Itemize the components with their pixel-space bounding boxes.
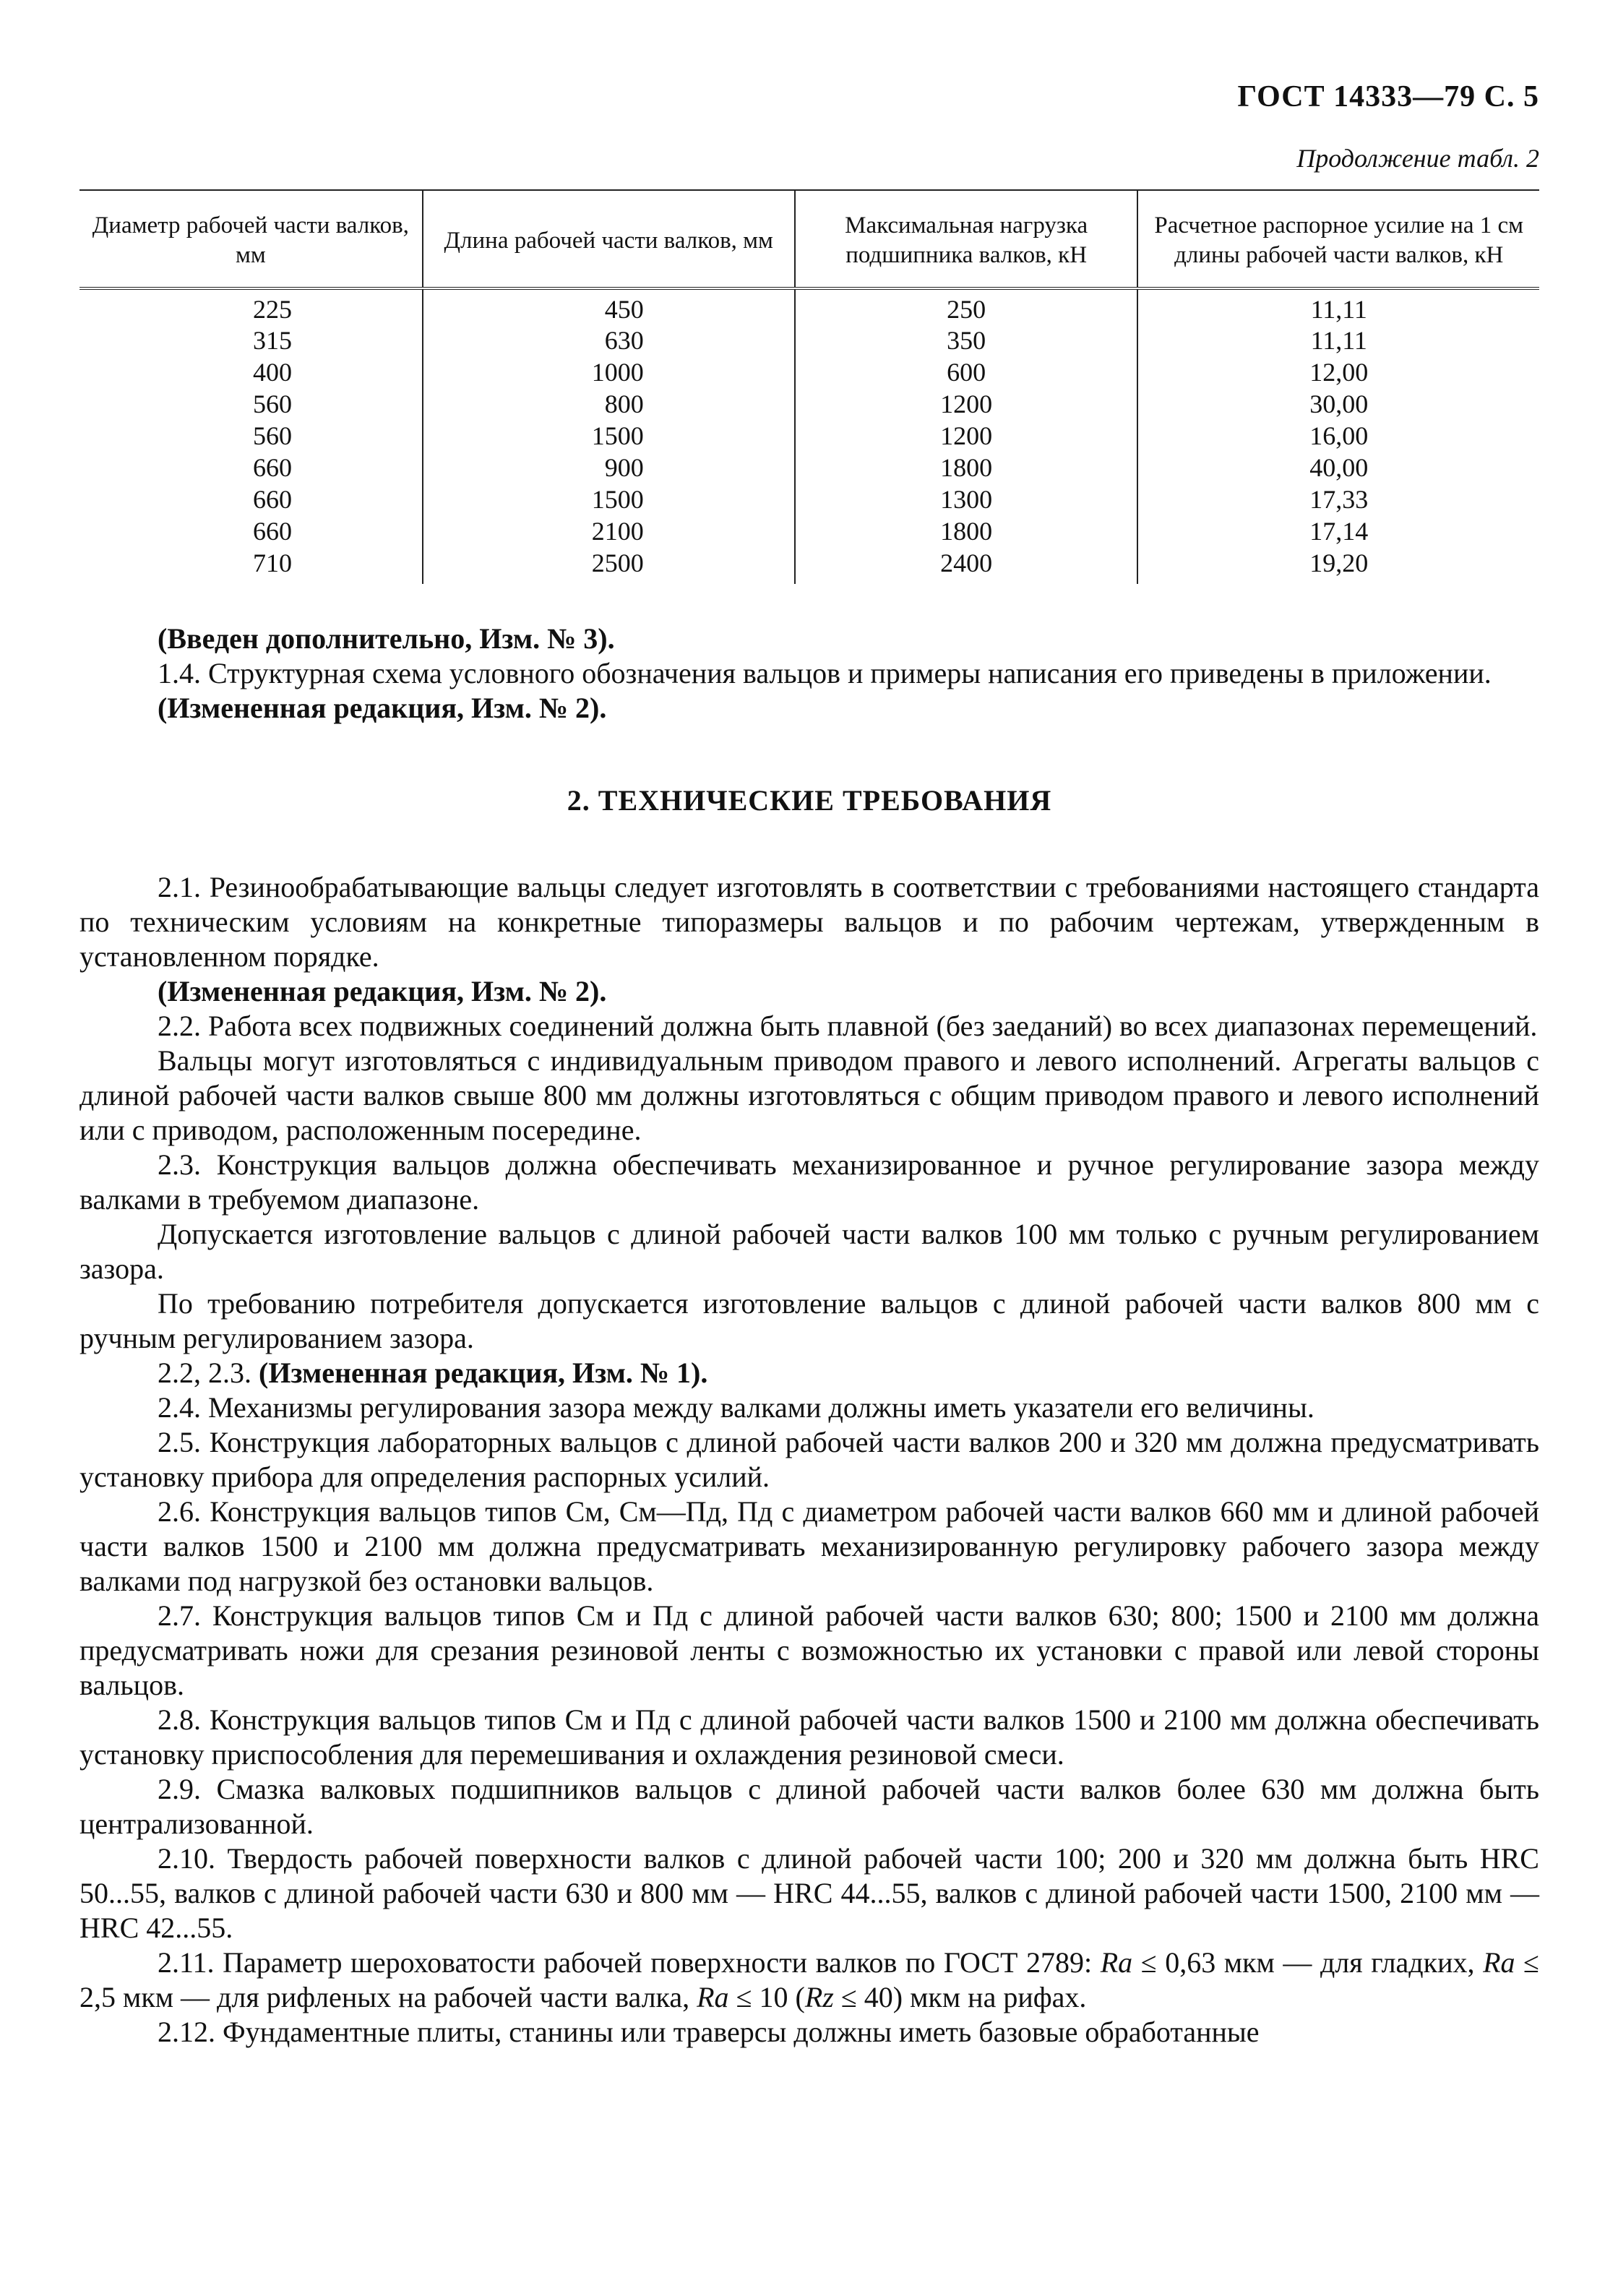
table-cell: 2500 (423, 548, 795, 584)
table-cell: 11,11 (1137, 325, 1539, 357)
paragraph-2-3-consumer: По требованию потребителя допускается изготовление вальцов с длиной рабочей части валков 800 мм с ручным регулированием зазора. (79, 1286, 1539, 1354)
table-cell: 560 (253, 421, 292, 451)
paragraph-2-6: 2.6. Конструкция вальцов типов См, См—Пд, Пд с диаметром рабочей части валков 660 мм и длиной рабочей части валков 1500 и 2100 мм должна предусматривать механизированную регулировку рабочего зазора между валками под нагрузкой без остановки вальцов. (79, 1495, 1539, 1597)
table-cell: 630 (423, 325, 795, 357)
column-header: Расчетное распорное усилие на 1 см длины рабочей части валков, кН (1137, 190, 1539, 288)
table-row (79, 421, 1539, 452)
table-cell: 710 (253, 548, 292, 577)
table-cell: 800 (423, 389, 795, 421)
column-header: Длина рабочей части валков, мм (423, 190, 795, 288)
table-cell: 11,11 (1137, 288, 1539, 326)
table-row (79, 389, 1539, 421)
paragraph-2-11 (79, 1945, 1539, 2015)
paragraph-2-2: 2.2. Работа всех подвижных соединений должна быть плавной (без заеданий) во всех диапазонах перемещений. (158, 1009, 1538, 1042)
table-cell: 30,00 (1137, 389, 1539, 421)
paragraph-2-7: 2.7. Конструкция вальцов типов См и Пд с длиной рабочей части валков 630; 800; 1500 и 2100 мм должна предусматривать ножи для срезания резиновой ленты с возможностью их установки с правой или левой стороны вальцов. (79, 1599, 1539, 1701)
table-cell: 400 (253, 358, 292, 387)
paragraph-2-2-drive: Вальцы могут изготовляться с индивидуальным приводом правого и левого исполнений. Агрегаты вальцов с длиной рабочей части валков свыше 800 мм должны изготовляться с общим приводом правого и левого исполнений или с приводом, расположенным посередине. (79, 1044, 1539, 1146)
table-cell: 450 (423, 288, 795, 326)
table-cell: 1800 (795, 516, 1138, 548)
table-cell: 19,20 (1137, 548, 1539, 584)
amendment-note: (Измененная редакция, Изм. № 2). (158, 974, 607, 1007)
column-header: Диаметр рабочей части валков, мм (79, 190, 423, 288)
table-cell: 315 (253, 326, 292, 356)
paragraph-2-5: 2.5. Конструкция лабораторных вальцов с длиной рабочей части валков 200 и 320 мм должна предусматривать установку прибора для определения распорных усилий. (79, 1425, 1539, 1493)
table-cell: 40,00 (1137, 452, 1539, 484)
table-cell: 1200 (795, 389, 1138, 421)
column-header: Максимальная нагрузка подшипника валков, кН (795, 190, 1138, 288)
table-cell: 660 (253, 484, 292, 514)
table-cell: 12,00 (1137, 357, 1539, 389)
paragraph-2-1: 2.1. Резинообрабатывающие вальцы следует изготовлять в соответствии с требованиями настоящего стандарта по техническим условиям на конкретные типоразмеры вальцов и по рабочим чертежам, утвержденным в установленном порядке. (79, 870, 1539, 973)
table-cell: 1500 (423, 421, 795, 452)
table-cell: 1800 (795, 452, 1138, 484)
amendment-note: (Измененная редакция, Изм. № 2). (158, 691, 607, 724)
roughness-ra: Ra (1483, 1945, 1515, 1979)
table-cell: 225 (253, 294, 292, 324)
table-cell: 1200 (795, 421, 1138, 452)
table-cell: 2400 (795, 548, 1138, 584)
roughness-ra: Ra (697, 1980, 729, 2013)
table-header-row (79, 190, 1539, 288)
table-row (79, 548, 1539, 584)
paragraph-2-10: 2.10. Твердость рабочей поверхности валков с длиной рабочей части 100; 200 и 320 мм должна быть HRC 50...55, валков с длиной рабочей части 630 и 800 мм — HRC 44...55, валков с длиной рабочей части 1500, 2100 мм — HRC 42...55. (79, 1841, 1539, 1944)
table-cell: 17,33 (1137, 484, 1539, 516)
clause-ref: 2.2, 2.3. (158, 1356, 251, 1389)
data-table (79, 189, 1539, 584)
table-row (79, 288, 1539, 326)
table-cell: 900 (423, 452, 795, 484)
amendment-line (79, 1356, 1539, 1390)
table-cell: 560 (253, 390, 292, 419)
section-title: 2. ТЕХНИЧЕСКИЕ ТРЕБОВАНИЯ (567, 783, 1052, 817)
table-cell: 1000 (423, 357, 795, 389)
table-cell: 1500 (423, 484, 795, 516)
table-cell: 660 (253, 453, 292, 483)
amendment-note: (Введен дополнительно, Изм. № 3). (158, 622, 615, 655)
table-cell: 660 (253, 516, 292, 546)
roughness-ra: Ra (1100, 1945, 1133, 1979)
paragraph-2-3-manual: Допускается изготовление вальцов с длиной рабочей части валков 100 мм только с ручным регулированием зазора. (79, 1217, 1539, 1285)
text-run: ≤ 40) мкм на рифах. (833, 1980, 1087, 2013)
paragraph-2-9: 2.9. Смазка валковых подшипников вальцов с длиной рабочей части валков более 630 мм должна быть централизованной. (79, 1772, 1539, 1840)
table-cell: 1300 (795, 484, 1138, 516)
table-cell: 16,00 (1137, 421, 1539, 452)
table-cell: 350 (795, 325, 1138, 357)
page-header: ГОСТ 14333—79 С. 5 (1237, 80, 1539, 113)
paragraph-2-12: 2.12. Фундаментные плиты, станины или траверсы должны иметь базовые обработанные (158, 2015, 1260, 2048)
text-run: ≤ 2,5 мкм — для рифленых на рабочей части валка, (79, 1945, 1540, 2013)
table-cell: 250 (795, 288, 1138, 326)
table-row (79, 357, 1539, 389)
table-row (79, 484, 1539, 516)
table-caption: Продолжение табл. 2 (1296, 144, 1539, 173)
table-row (79, 325, 1539, 357)
table-cell: 2100 (423, 516, 795, 548)
document-page (79, 79, 1539, 2050)
paragraph-2-3: 2.3. Конструкция вальцов должна обеспечивать механизированное и ручное регулирование зазора между валками в требуемом диапазоне. (79, 1148, 1539, 1216)
roughness-rz: Rz (804, 1980, 834, 2013)
paragraph-2-8: 2.8. Конструкция вальцов типов См и Пд с длиной рабочей части валков 1500 и 2100 мм должна обеспечивать установку приспособления для перемешивания и охлаждения резиновой смеси. (79, 1703, 1539, 1771)
body-text (79, 622, 1539, 2050)
table-row (79, 516, 1539, 548)
table-row (79, 452, 1539, 484)
text-run: ≤ 10 ( (728, 1980, 805, 2013)
table-cell: 600 (795, 357, 1138, 389)
text-run: 2.11. Параметр шероховатости рабочей поверхности валков по ГОСТ 2789: (158, 1945, 1101, 1979)
text-run: ≤ 0,63 мкм — для гладких, (1132, 1945, 1484, 1979)
table-cell: 17,14 (1137, 516, 1539, 548)
paragraph-2-4: 2.4. Механизмы регулирования зазора между валками должны иметь указатели его величины. (158, 1390, 1314, 1424)
paragraph-1-4: 1.4. Структурная схема условного обозначения вальцов и примеры написания его приведены в приложении. (158, 656, 1492, 689)
amendment-note: (Измененная редакция, Изм. № 1). (259, 1356, 708, 1389)
